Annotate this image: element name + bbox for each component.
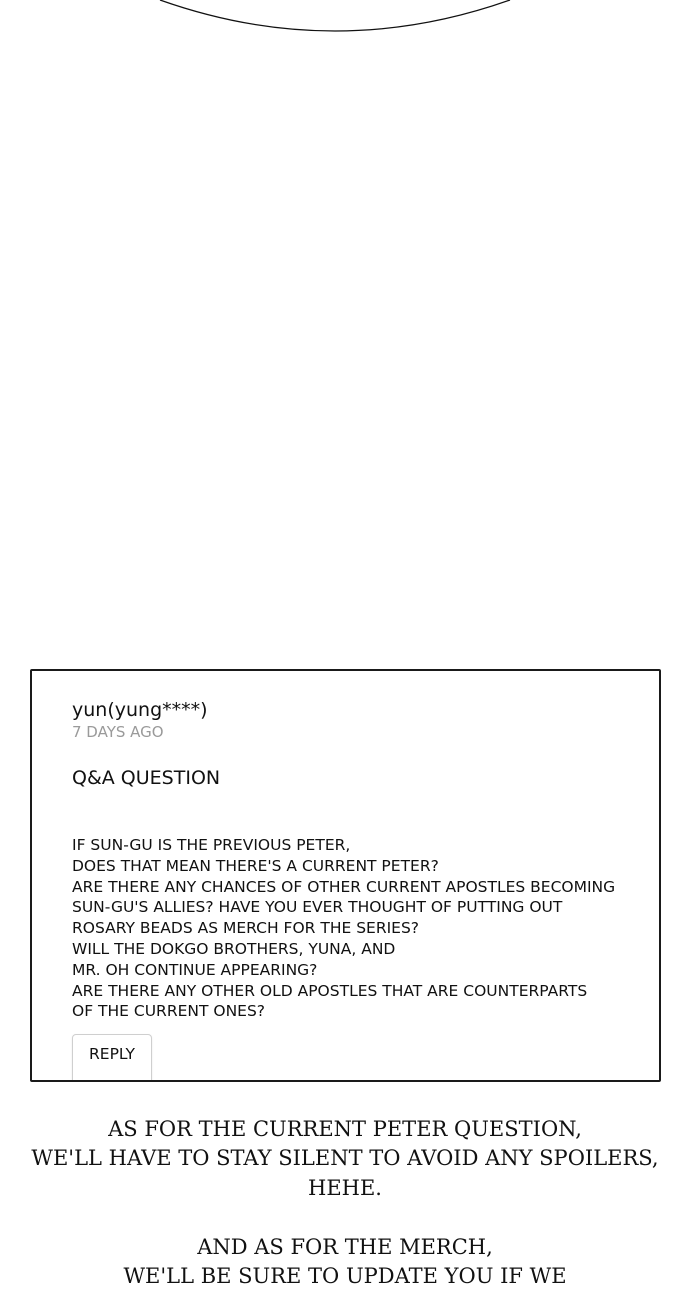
comment-username: yun(yung****) — [72, 699, 208, 721]
response-line: AND AS FOR THE MERCH, — [197, 1234, 493, 1259]
question-line: ARE THERE ANY OTHER OLD APOSTLES THAT ARE COUNTERPARTS — [72, 981, 588, 1000]
response-text — [0, 1115, 690, 1291]
question-line: ARE THERE ANY CHANCES OF OTHER CURRENT APOSTLES BECOMING — [72, 877, 616, 896]
reply-button[interactable]: REPLY — [72, 1034, 152, 1082]
question-body — [72, 835, 642, 1022]
speech-bubble-arc — [0, 0, 690, 40]
question-line: SUN-GU'S ALLIES? HAVE YOU EVER THOUGHT OF PUTTING OUT — [72, 898, 563, 917]
question-line: MR. OH CONTINUE APPEARING? — [72, 960, 318, 979]
comment-timestamp: 7 DAYS AGO — [72, 723, 164, 741]
paragraph-spacer — [0, 1203, 690, 1232]
comment-card — [30, 669, 661, 1082]
response-line: WE'LL HAVE TO STAY SILENT TO AVOID ANY SPOILERS, — [31, 1146, 659, 1171]
response-line: WE'LL BE SURE TO UPDATE YOU IF WE — [123, 1264, 567, 1289]
response-line: HEHE. — [308, 1175, 382, 1200]
question-title: Q&A QUESTION — [72, 767, 221, 789]
question-line: OF THE CURRENT ONES? — [72, 1002, 266, 1021]
response-line: AS FOR THE CURRENT PETER QUESTION, — [108, 1117, 582, 1141]
question-line: IF SUN-GU IS THE PREVIOUS PETER, — [72, 836, 351, 854]
question-line: DOES THAT MEAN THERE'S A CURRENT PETER? — [72, 856, 439, 875]
question-line: ROSARY BEADS AS MERCH FOR THE SERIES? — [72, 919, 420, 938]
question-line: WILL THE DOKGO BROTHERS, YUNA, AND — [72, 939, 396, 958]
